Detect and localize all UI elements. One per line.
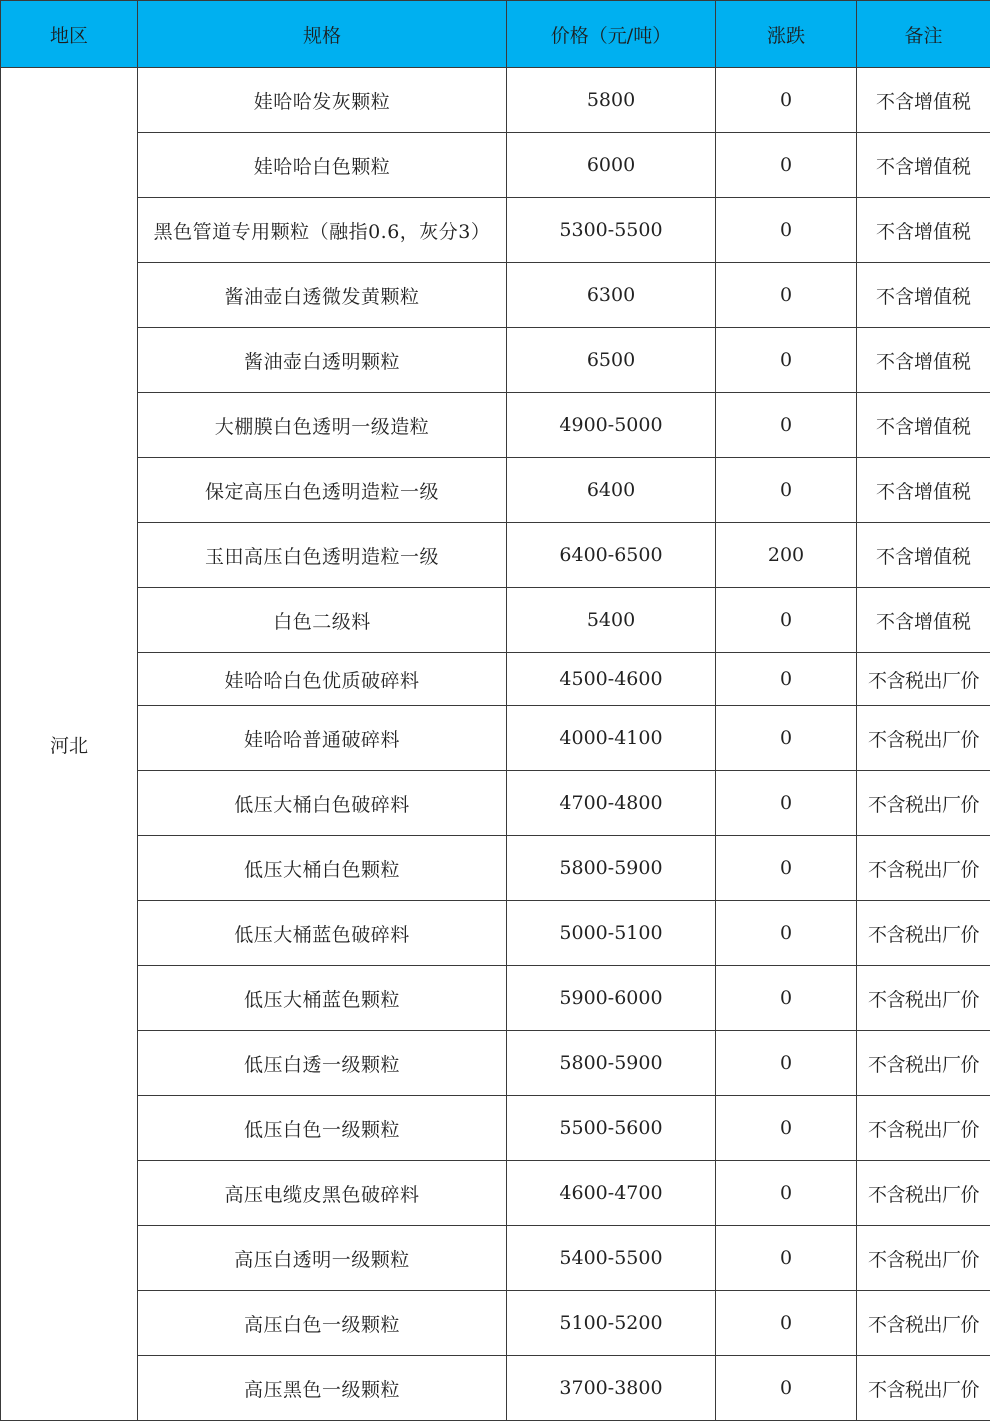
header-price: 价格（元/吨） bbox=[507, 1, 716, 68]
change-cell: 0 bbox=[716, 901, 857, 966]
note-cell: 不含税出厂价 bbox=[857, 1031, 990, 1096]
spec-cell: 白色二级料 bbox=[138, 588, 507, 653]
note-cell: 不含税出厂价 bbox=[857, 771, 990, 836]
price-cell: 5900-6000 bbox=[507, 966, 716, 1031]
price-cell: 5400 bbox=[507, 588, 716, 653]
price-cell: 6400 bbox=[507, 458, 716, 523]
price-cell: 5500-5600 bbox=[507, 1096, 716, 1161]
note-cell: 不含增值税 bbox=[857, 263, 990, 328]
price-cell: 5100-5200 bbox=[507, 1291, 716, 1356]
change-cell: 0 bbox=[716, 458, 857, 523]
table-row bbox=[1, 771, 990, 836]
change-cell: 0 bbox=[716, 588, 857, 653]
note-cell: 不含增值税 bbox=[857, 393, 990, 458]
change-cell: 0 bbox=[716, 328, 857, 393]
change-cell: 0 bbox=[716, 836, 857, 901]
spec-cell: 低压白透一级颗粒 bbox=[138, 1031, 507, 1096]
spec-cell: 高压电缆皮黑色破碎料 bbox=[138, 1161, 507, 1226]
note-cell: 不含税出厂价 bbox=[857, 1356, 990, 1421]
note-cell: 不含增值税 bbox=[857, 588, 990, 653]
price-cell: 6000 bbox=[507, 133, 716, 198]
change-cell: 0 bbox=[716, 1356, 857, 1421]
note-cell: 不含增值税 bbox=[857, 458, 990, 523]
spec-cell: 酱油壶白透明颗粒 bbox=[138, 328, 507, 393]
note-cell: 不含税出厂价 bbox=[857, 1226, 990, 1291]
change-cell: 0 bbox=[716, 1291, 857, 1356]
price-cell: 6400-6500 bbox=[507, 523, 716, 588]
spec-cell: 娃哈哈普通破碎料 bbox=[138, 706, 507, 771]
price-cell: 6500 bbox=[507, 328, 716, 393]
change-cell: 0 bbox=[716, 1226, 857, 1291]
price-cell: 5000-5100 bbox=[507, 901, 716, 966]
change-cell: 0 bbox=[716, 68, 857, 133]
table-row bbox=[1, 836, 990, 901]
change-cell: 0 bbox=[716, 133, 857, 198]
table-row bbox=[1, 653, 990, 706]
table-row bbox=[1, 966, 990, 1031]
table-row bbox=[1, 263, 990, 328]
change-cell: 0 bbox=[716, 653, 857, 706]
table-row bbox=[1, 1226, 990, 1291]
table-row bbox=[1, 901, 990, 966]
note-cell: 不含税出厂价 bbox=[857, 706, 990, 771]
table-row bbox=[1, 68, 990, 133]
note-cell: 不含增值税 bbox=[857, 68, 990, 133]
header-spec: 规格 bbox=[138, 1, 507, 68]
price-cell: 5800 bbox=[507, 68, 716, 133]
table-row bbox=[1, 198, 990, 263]
change-cell: 0 bbox=[716, 1096, 857, 1161]
price-cell: 4000-4100 bbox=[507, 706, 716, 771]
note-cell: 不含税出厂价 bbox=[857, 1096, 990, 1161]
note-cell: 不含税出厂价 bbox=[857, 966, 990, 1031]
table-row bbox=[1, 523, 990, 588]
table-row bbox=[1, 588, 990, 653]
spec-cell: 娃哈哈白色颗粒 bbox=[138, 133, 507, 198]
change-cell: 0 bbox=[716, 1031, 857, 1096]
price-cell: 5800-5900 bbox=[507, 1031, 716, 1096]
price-cell: 4500-4600 bbox=[507, 653, 716, 706]
region-cell: 河北 bbox=[1, 68, 138, 1421]
change-cell: 0 bbox=[716, 771, 857, 836]
spec-cell: 娃哈哈发灰颗粒 bbox=[138, 68, 507, 133]
spec-cell: 低压大桶蓝色颗粒 bbox=[138, 966, 507, 1031]
note-cell: 不含增值税 bbox=[857, 198, 990, 263]
note-cell: 不含税出厂价 bbox=[857, 1291, 990, 1356]
header-change: 涨跌 bbox=[716, 1, 857, 68]
change-cell: 0 bbox=[716, 1161, 857, 1226]
table-row bbox=[1, 133, 990, 198]
change-cell: 0 bbox=[716, 393, 857, 458]
table-row bbox=[1, 458, 990, 523]
spec-cell: 保定高压白色透明造粒一级 bbox=[138, 458, 507, 523]
spec-cell: 低压大桶白色颗粒 bbox=[138, 836, 507, 901]
price-cell: 4900-5000 bbox=[507, 393, 716, 458]
table-body bbox=[1, 68, 990, 1421]
header-row bbox=[1, 1, 990, 68]
table-row bbox=[1, 1096, 990, 1161]
table-row bbox=[1, 328, 990, 393]
spec-cell: 娃哈哈白色优质破碎料 bbox=[138, 653, 507, 706]
price-cell: 5300-5500 bbox=[507, 198, 716, 263]
note-cell: 不含税出厂价 bbox=[857, 836, 990, 901]
table-row bbox=[1, 706, 990, 771]
note-cell: 不含税出厂价 bbox=[857, 1161, 990, 1226]
change-cell: 200 bbox=[716, 523, 857, 588]
price-cell: 3700-3800 bbox=[507, 1356, 716, 1421]
header-region: 地区 bbox=[1, 1, 138, 68]
price-cell: 6300 bbox=[507, 263, 716, 328]
table-row bbox=[1, 1291, 990, 1356]
spec-cell: 低压大桶白色破碎料 bbox=[138, 771, 507, 836]
table-row bbox=[1, 1356, 990, 1421]
note-cell: 不含增值税 bbox=[857, 523, 990, 588]
change-cell: 0 bbox=[716, 198, 857, 263]
change-cell: 0 bbox=[716, 966, 857, 1031]
note-cell: 不含税出厂价 bbox=[857, 901, 990, 966]
price-cell: 5800-5900 bbox=[507, 836, 716, 901]
spec-cell: 玉田高压白色透明造粒一级 bbox=[138, 523, 507, 588]
price-cell: 4700-4800 bbox=[507, 771, 716, 836]
price-cell: 5400-5500 bbox=[507, 1226, 716, 1291]
spec-cell: 酱油壶白透微发黄颗粒 bbox=[138, 263, 507, 328]
spec-cell: 高压白色一级颗粒 bbox=[138, 1291, 507, 1356]
change-cell: 0 bbox=[716, 263, 857, 328]
note-cell: 不含增值税 bbox=[857, 133, 990, 198]
spec-cell: 黑色管道专用颗粒（融指0.6，灰分3） bbox=[138, 198, 507, 263]
header-note: 备注 bbox=[857, 1, 990, 68]
spec-cell: 大棚膜白色透明一级造粒 bbox=[138, 393, 507, 458]
change-cell: 0 bbox=[716, 706, 857, 771]
spec-cell: 低压大桶蓝色破碎料 bbox=[138, 901, 507, 966]
spec-cell: 高压白透明一级颗粒 bbox=[138, 1226, 507, 1291]
spec-cell: 高压黑色一级颗粒 bbox=[138, 1356, 507, 1421]
table-row bbox=[1, 1161, 990, 1226]
note-cell: 不含税出厂价 bbox=[857, 653, 990, 706]
note-cell: 不含增值税 bbox=[857, 328, 990, 393]
table-row bbox=[1, 1031, 990, 1096]
table-row bbox=[1, 393, 990, 458]
price-cell: 4600-4700 bbox=[507, 1161, 716, 1226]
spec-cell: 低压白色一级颗粒 bbox=[138, 1096, 507, 1161]
